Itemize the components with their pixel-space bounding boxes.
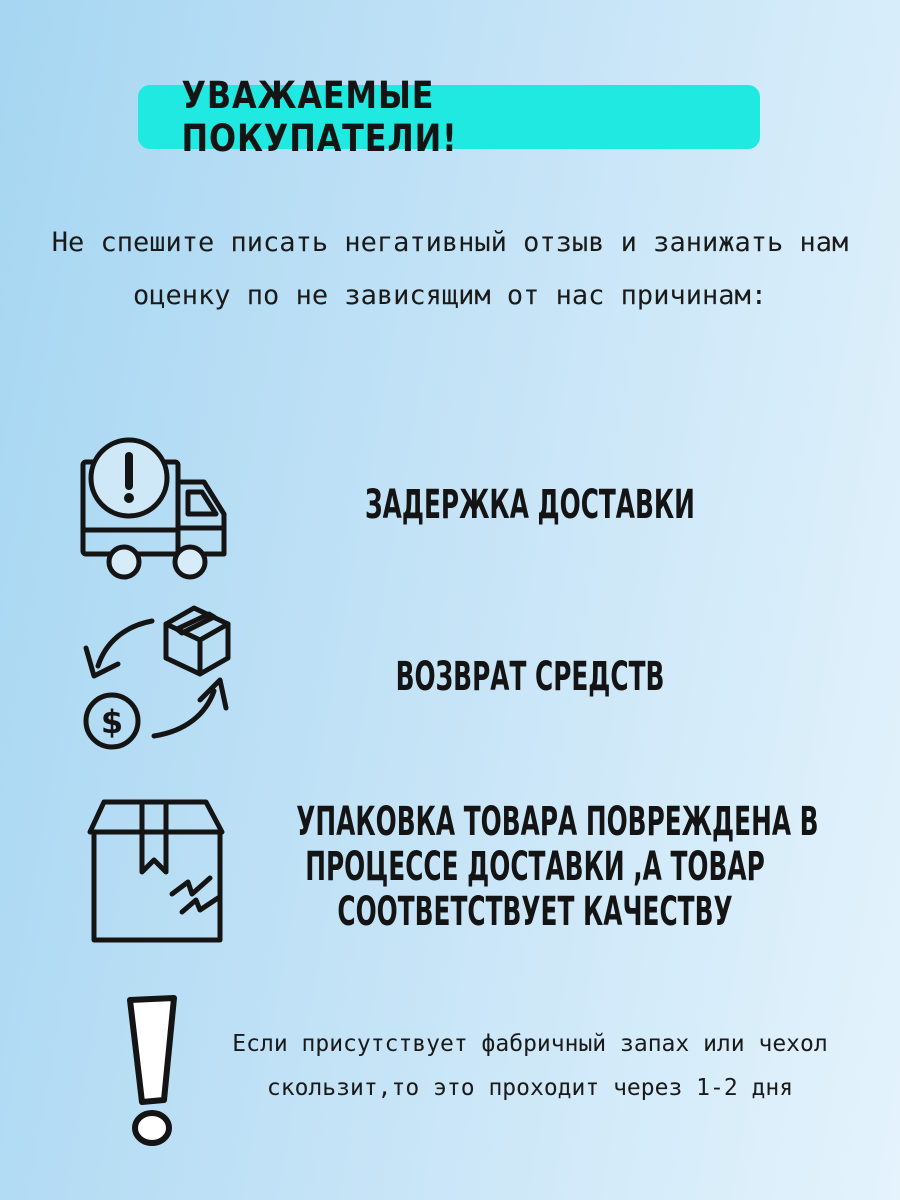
item-title-delivery-delay: ЗАДЕРЖКА ДОСТАВКИ [365,482,695,528]
item-title-refund: ВОЗВРАТ СРЕДСТВ [395,654,665,700]
item-title-damaged-package: УПАКОВКА ТОВАРА ПОВРЕЖДЕНА В ПРОЦЕССЕ ДОСТАВКИ ,А ТОВАР СООТВЕТСТВУЕТ КАЧЕСТВУ [296,799,819,935]
intro-text: Не спешите писать негативный отзыв и занижать нам оценку по не зависящим от нас причинам: [51,227,849,311]
svg-text:$: $ [100,703,124,741]
header-banner [138,74,760,160]
header-title: УВАЖАЕМЫЕ ПОКУПАТЕЛИ! [181,74,458,160]
exclamation-icon [118,990,188,1150]
money-return-exchange-icon [76,596,236,756]
note-text: Если присутствует фабричный запах или чехол скользит,то это проходит через 1-2 дня [232,1031,828,1101]
damaged-box-icon [84,794,229,949]
delivery-truck-alert-icon [76,432,236,587]
